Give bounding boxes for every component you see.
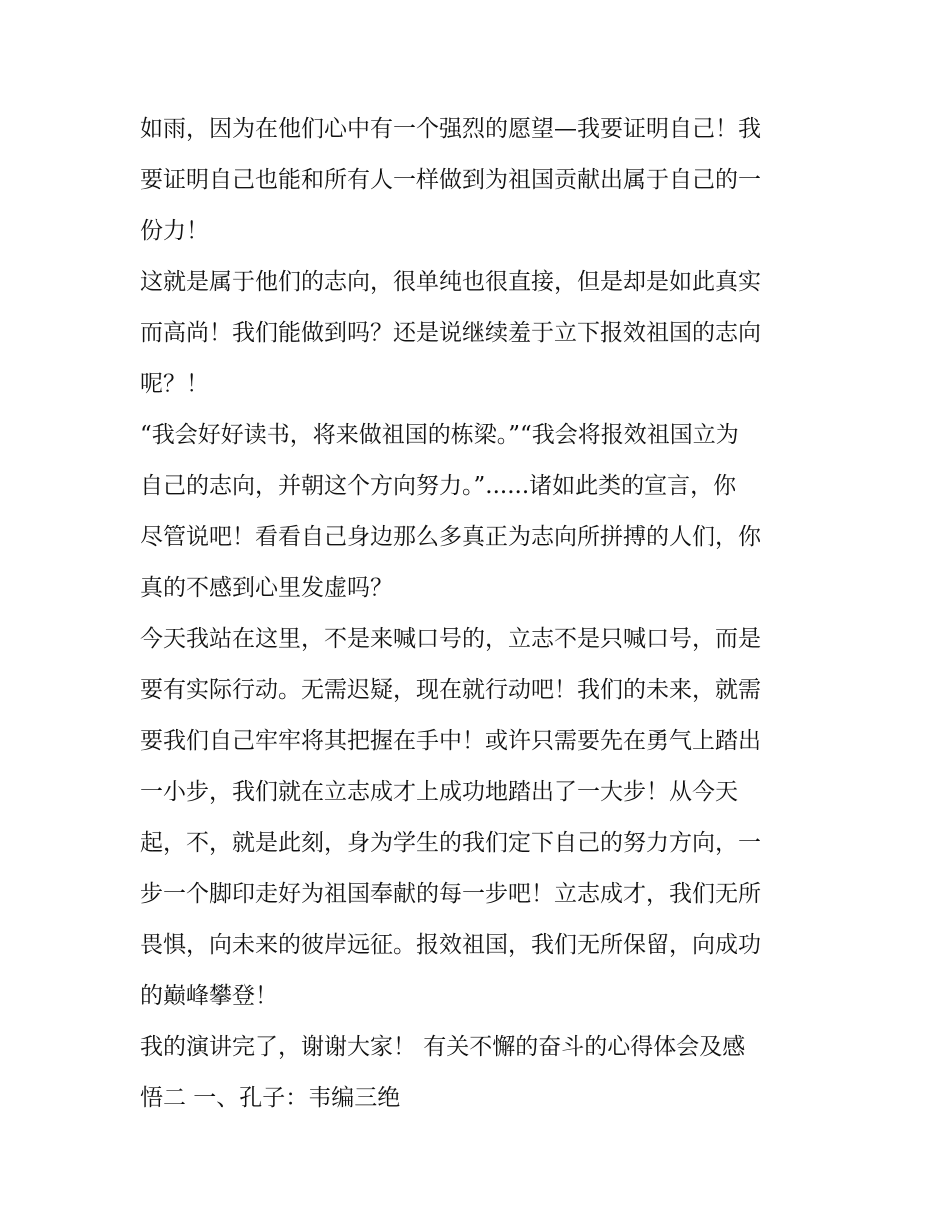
text-line: 尽管说吧！看看自己身边那么多真正为志向所拼搏的人们，你: [140, 524, 761, 550]
text-line: 悟二 一、孔子：韦编三绝: [140, 1085, 401, 1111]
text-line: 而高尚！我们能做到吗？还是说继续羞于立下报效祖国的志向: [140, 320, 761, 346]
text-line: 如雨，因为在他们心中有一个强烈的愿望—我要证明自己！我: [140, 116, 761, 142]
text-line: 呢？！: [140, 371, 209, 397]
text-line: 这就是属于他们的志向，很单纯也很直接，但是却是如此真实: [140, 269, 761, 295]
text-line: 起，不，就是此刻，身为学生的我们定下自己的努力方向，一: [140, 830, 761, 856]
text-line: 份力！: [140, 218, 209, 244]
text-line: 畏惧，向未来的彼岸远征。报效祖国，我们无所保留，向成功: [140, 932, 761, 958]
text-line: 要我们自己牢牢将其把握在手中！或许只需要先在勇气上踏出: [140, 728, 761, 754]
text-line: 今天我站在这里，不是来喊口号的，立志不是只喊口号，而是: [140, 626, 761, 652]
text-line: “我会好好读书，将来做祖国的栋梁。”“我会将报效祖国立为: [140, 422, 739, 448]
text-line: 要证明自己也能和所有人一样做到为祖国贡献出属于自己的一: [140, 167, 761, 193]
text-line: 的巅峰攀登！: [140, 983, 278, 1009]
text-line: 一小步，我们就在立志成才上成功地踏出了一大步！从今天: [140, 779, 738, 805]
text-line: 真的不感到心里发虚吗？: [140, 575, 393, 601]
text-line: 自己的志向，并朝这个方向努力。”......诸如此类的宣言，你: [140, 473, 737, 499]
text-line: 我的演讲完了，谢谢大家！ 有关不懈的奋斗的心得体会及感: [140, 1034, 746, 1060]
text-line: 要有实际行动。无需迟疑，现在就行动吧！我们的未来，就需: [140, 677, 761, 703]
text-line: 步一个脚印走好为祖国奉献的每一步吧！立志成才，我们无所: [140, 881, 761, 907]
